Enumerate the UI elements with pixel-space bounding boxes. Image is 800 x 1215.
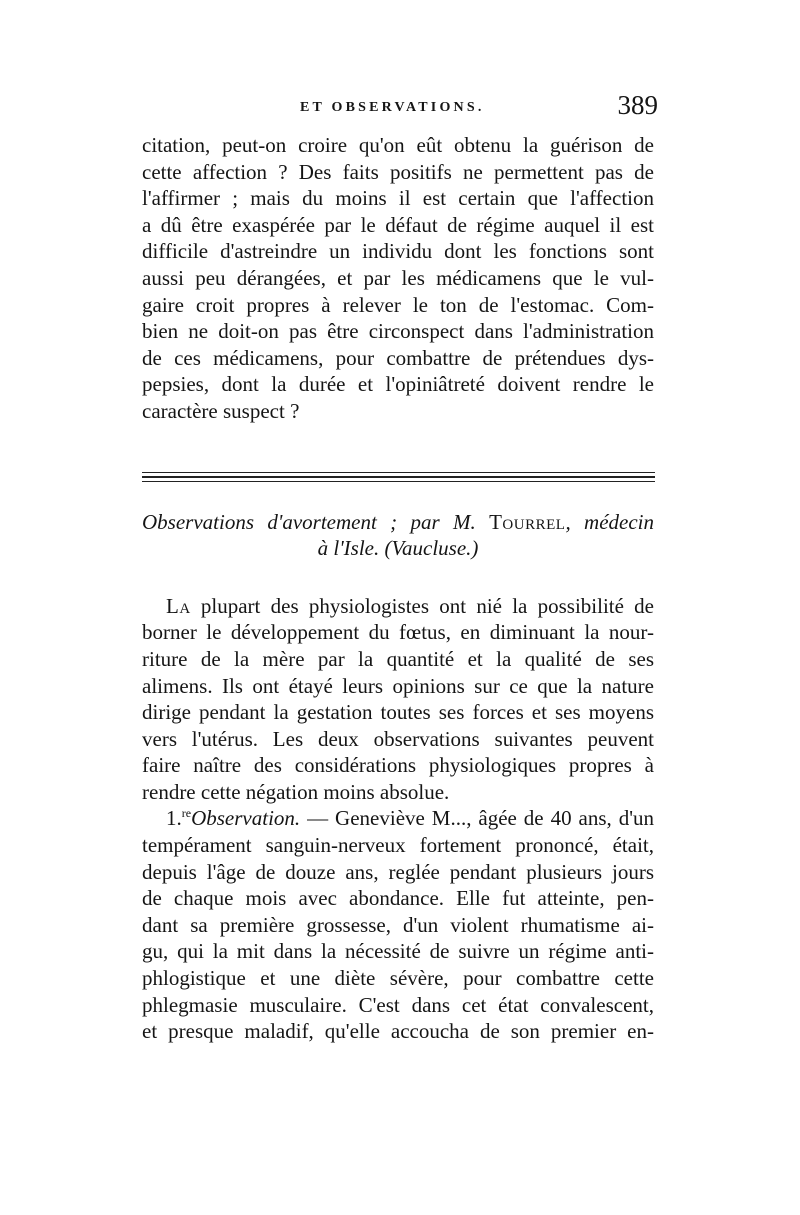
- text-line: dant sa première grossesse, d'un violent rhumatisme ai-: [142, 912, 654, 937]
- observation-superscript: re: [181, 806, 192, 821]
- intro-paragraph: [142, 593, 654, 806]
- page-number: 389: [617, 90, 658, 120]
- book-page: [142, 90, 658, 1045]
- text-line: difficile d'astreindre un individu dont les fonctions sont: [142, 239, 654, 264]
- text-line: riture de la mère par la quantité et la qualité de ses: [142, 646, 654, 671]
- text-line: borner le développement du fœtus, en diminuant la nour-: [142, 620, 654, 645]
- text-line: de chaque mois avec abondance. Elle fut atteinte, pen-: [142, 886, 654, 911]
- section-divider: [142, 472, 654, 482]
- text-line: depuis l'âge de douze ans, reglée pendant plusieurs jours: [142, 859, 654, 884]
- text-line: l'affirmer ; mais du moins il est certain que l'affection: [142, 186, 654, 211]
- text-line: pepsies, dont la durée et l'opiniâtreté doivent rendre le: [142, 372, 654, 397]
- text-line: rendre cette négation moins absolue.: [142, 779, 450, 804]
- article-location: à l'Isle. (Vaucluse.): [317, 536, 479, 561]
- observation-paragraph: [142, 805, 654, 1044]
- text-line: vers l'utérus. Les deux observations suivantes peuvent: [142, 726, 654, 751]
- running-head: [142, 90, 658, 132]
- drop-letters: La: [166, 593, 191, 618]
- text-line: tempérament sanguin-nerveux fortement prononcé, était,: [142, 833, 654, 858]
- observation-first-line: 1.$^{re}$Observation. — Geneviève M..., âgée de 40 ans, d'un: [166, 806, 654, 831]
- observation-label: Observation.: [191, 806, 301, 831]
- text-line: dirige pendant la gestation toutes ses forces et ses moyens: [142, 700, 654, 725]
- observation-number: 1.: [166, 806, 182, 831]
- text-line: phlogistique et une diète sévère, pour combattre cette: [142, 966, 654, 991]
- text-line: caractère suspect ?: [142, 398, 300, 423]
- article-role: , médecin: [565, 509, 654, 534]
- text-line: et presque maladif, qu'elle accoucha de son premier en-: [142, 1019, 654, 1044]
- article-title: Observations d'avortement ; par M.: [142, 509, 476, 534]
- text-line: La plupart des physiologistes ont nié la possibilité de: [166, 593, 654, 618]
- running-head-title: ET OBSERVATIONS.: [300, 100, 485, 115]
- text-line: bien ne doit-on pas être circonspect dans l'administration: [142, 319, 654, 344]
- text-line: alimens. Ils ont étayé leurs opinions sur ce que la nature: [142, 673, 654, 698]
- article-heading: [142, 509, 654, 562]
- text-line: phlegmasie musculaire. C'est dans cet état convalescent,: [142, 992, 654, 1017]
- text-line: aussi peu dérangées, et par les médicamens que le vul-: [142, 265, 654, 290]
- text-line: gaire croit propres à relever le ton de l'estomac. Com-: [142, 292, 654, 317]
- continuation-paragraph: [142, 132, 654, 425]
- text-line: cette affection ? Des faits positifs ne permettent pas de: [142, 159, 654, 184]
- article-title-line: [142, 509, 654, 536]
- text-line: de ces médicamens, pour combattre de prétendues dys-: [142, 345, 654, 370]
- text-line: gu, qui la mit dans la nécessité de suivre un régime anti-: [142, 939, 654, 964]
- text-line: a dû être exaspérée par le défaut de régime auquel il est: [142, 212, 654, 237]
- article-author: Tourrel: [489, 509, 566, 534]
- text-line: faire naître des considérations physiologiques propres à: [142, 753, 654, 778]
- text-line: citation, peut-on croire qu'on eût obtenu la guérison de: [142, 133, 654, 157]
